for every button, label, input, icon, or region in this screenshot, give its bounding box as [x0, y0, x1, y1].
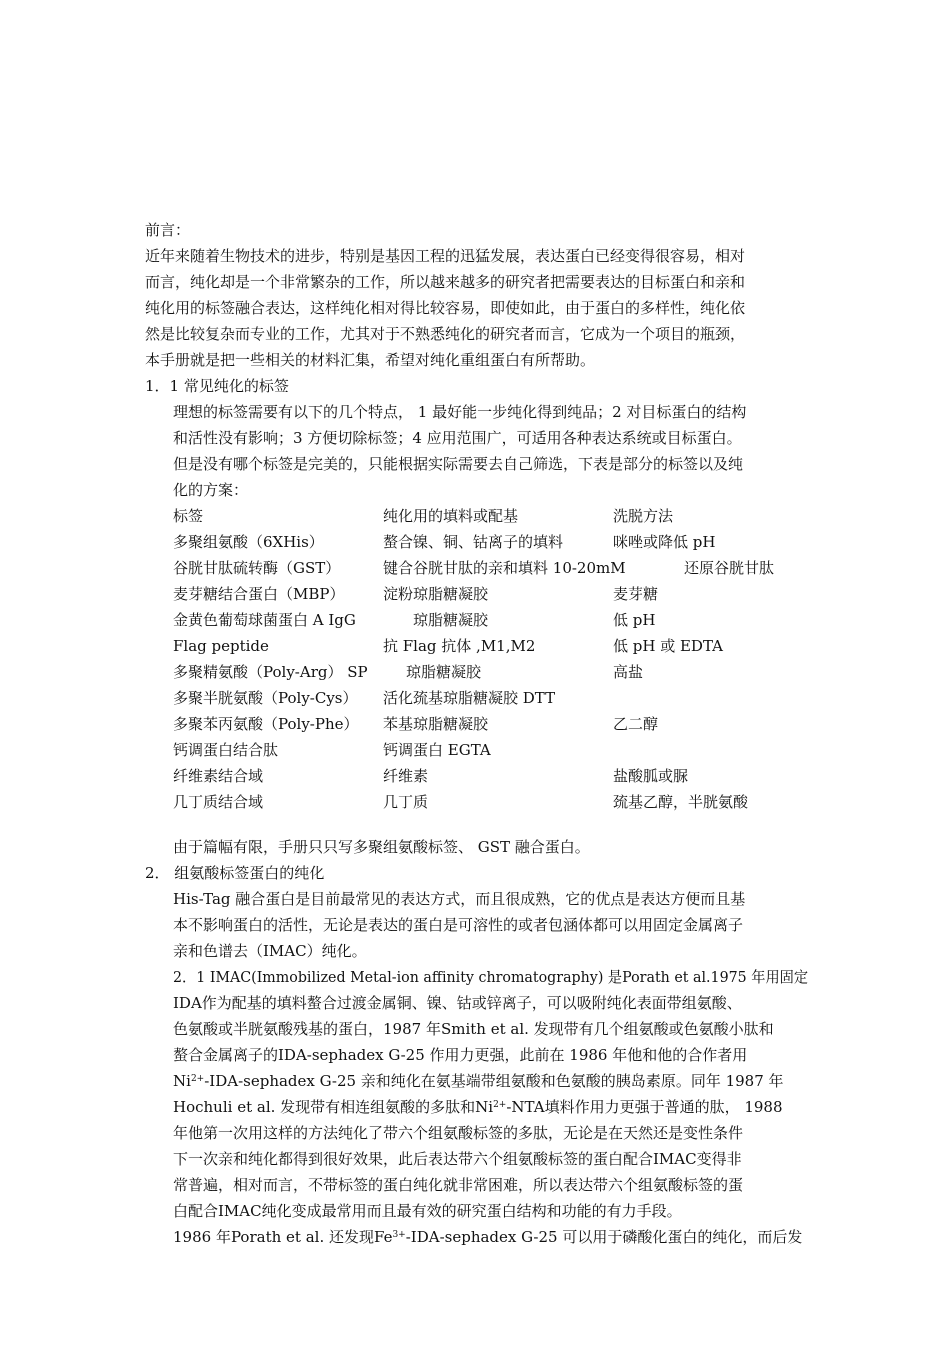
table-cell-elution: 咪唑或降低 pH [613, 533, 716, 551]
section-2-1-line: 2．1 IMAC(Immobilized Metal-ion affinity chromatography) 是Porath et al.1975 年用固定 [173, 968, 809, 986]
section-1-line: 化的方案： [173, 481, 249, 499]
section-2-1-line: 下一次亲和纯化都得到很好效果，此后表达带六个组氨酸标签的蛋白配合IMAC变得非 [173, 1150, 742, 1168]
table-cell-elution: 乙二醇 [613, 715, 659, 733]
section-1-line: 和活性没有影响；3 方便切除标签；4 应用范围广，可适用各种表达系统或目标蛋白。 [173, 429, 742, 447]
table-header-elution: 洗脱方法 [613, 507, 674, 525]
table-cell-elution: 盐酸胍或脲 [613, 767, 689, 785]
section-1-note: 由于篇幅有限，手册只只写多聚组氨酸标签、 GST 融合蛋白。 [173, 838, 590, 856]
table-header-resin: 纯化用的填料或配基 [383, 507, 519, 525]
section-2-1-line: 白配合IMAC纯化变成最常用而且最有效的研究蛋白结构和功能的有力手段。 [173, 1202, 682, 1220]
text-run: Hochuli et al. 发现带有相连组氨酸的多肽和Ni [173, 1098, 494, 1116]
superscript: 3+ [392, 1230, 406, 1240]
section-2-1-line: 螯合金属离子的IDA-sephadex G-25 作用力更强，此前在 1986 年他和他的合作者用 [173, 1046, 748, 1064]
section-1-heading: 1．1 常见纯化的标签 [145, 377, 289, 395]
table-cell-tag: Flag peptide [173, 637, 269, 655]
preface-line: 近年来随着生物技术的进步，特别是基因工程的迅猛发展，表达蛋白已经变得很容易，相对 [145, 247, 746, 265]
table-cell-tag: 多聚组氨酸（6XHis） [173, 533, 324, 551]
table-cell-resin: 活化巯基琼脂糖凝胶 DTT [383, 689, 556, 707]
preface-line: 本手册就是把一些相关的材料汇集，希望对纯化重组蛋白有所帮助。 [145, 351, 596, 369]
section-2-intro-line: 本不影响蛋白的活性，无论是表达的蛋白是可溶性的或者包涵体都可以用固定金属离子 [173, 916, 744, 934]
table-cell-elution: 高盐 [613, 663, 644, 681]
table-cell-elution: 还原谷胱甘肽 [684, 559, 775, 577]
preface-line: 然是比较复杂而专业的工作，尤其对于不熟悉纯化的研究者而言，它成为一个项目的瓶颈， [145, 325, 746, 343]
section-2-1-line [173, 1224, 802, 1250]
table-cell-resin: 淀粉琼脂糖凝胶 [383, 585, 489, 603]
section-2-intro-line: 亲和色谱去（IMAC）纯化。 [173, 942, 367, 960]
table-cell-resin: 苯基琼脂糖凝胶 [383, 715, 489, 733]
table-cell-resin: 纤维素 [383, 767, 429, 785]
table-cell-tag: 几丁质结合域 [173, 793, 264, 811]
table-cell-tag: 谷胱甘肽硫转酶（GST） [173, 559, 341, 577]
section-2-intro-line: His-Tag 融合蛋白是目前最常见的表达方式，而且很成熟，它的优点是表达方便而且基 [173, 890, 746, 908]
table-cell-resin: 钙调蛋白 EGTA [383, 741, 491, 759]
table-cell-elution: 巯基乙醇，半胱氨酸 [613, 793, 749, 811]
table-cell-tag: 多聚苯丙氨酸（Poly-Phe） [173, 715, 359, 733]
section-2-heading: 2． 组氨酸标签蛋白的纯化 [145, 864, 325, 882]
table-cell-tag: 麦芽糖结合蛋白（MBP） [173, 585, 345, 603]
section-2-1-line: 常普遍，相对而言，不带标签的蛋白纯化就非常困难，所以表达带六个组氨酸标签的蛋 [173, 1176, 744, 1194]
table-cell-tag: 钙调蛋白结合肽 [173, 741, 279, 759]
table-cell-resin: 琼脂糖凝胶 [406, 663, 482, 681]
section-1-line: 理想的标签需要有以下的几个特点， 1 最好能一步纯化得到纯品；2 对目标蛋白的结构 [173, 403, 747, 421]
table-cell-tag: 金黄色葡萄球菌蛋白 A IgG [173, 611, 356, 629]
superscript: 2+ [493, 1100, 507, 1110]
preface-line: 纯化用的标签融合表达，这样纯化相对得比较容易，即使如此，由于蛋白的多样性，纯化依 [145, 299, 746, 317]
table-cell-tag: 纤维素结合域 [173, 767, 264, 785]
section-2-1-line: 年他第一次用这样的方法纯化了带六个组氨酸标签的多肽，无论是在天然还是变性条件 [173, 1124, 744, 1142]
table-cell-resin: 琼脂糖凝胶 [413, 611, 489, 629]
preface-heading: 前言： [145, 221, 191, 239]
text-run: -IDA-sephadex G-25 可以用于磷酸化蛋白的纯化，而后发 [405, 1228, 803, 1246]
text-run: 1986 年Porath et al. 还发现Fe [173, 1228, 393, 1246]
table-cell-elution: 低 pH [613, 611, 656, 629]
table-cell-tag: 多聚精氨酸（Poly-Arg） SP [173, 663, 368, 681]
table-cell-elution: 低 pH 或 EDTA [613, 637, 723, 655]
table-header-tag: 标签 [173, 507, 204, 525]
section-1-line: 但是没有哪个标签是完美的，只能根据实际需要去自己筛选，下表是部分的标签以及纯 [173, 455, 744, 473]
table-cell-resin: 抗 Flag 抗体 ,M1,M2 [383, 637, 536, 655]
section-2-1-line: 色氨酸或半胱氨酸残基的蛋白，1987 年Smith et al. 发现带有几个组氨酸或色氨酸小肽和 [173, 1020, 774, 1038]
text-run: Ni [173, 1072, 191, 1090]
table-cell-resin: 键合谷胱甘肽的亲和填料 10-20mM [383, 559, 626, 577]
section-2-1-line [173, 1094, 783, 1120]
table-cell-resin: 几丁质 [383, 793, 429, 811]
preface-line: 而言，纯化却是一个非常繁杂的工作，所以越来越多的研究者把需要表达的目标蛋白和亲和 [145, 273, 746, 291]
table-cell-elution: 麦芽糖 [613, 585, 659, 603]
table-cell-resin: 螯合镍、铜、钴离子的填料 [383, 533, 564, 551]
section-2-1-line: IDA作为配基的填料螯合过渡金属铜、镍、钴或锌离子，可以吸附纯化表面带组氨酸、 [173, 994, 742, 1012]
text-run: -NTA填料作用力更强于普通的肽， 1988 [506, 1098, 783, 1116]
table-cell-tag: 多聚半胱氨酸（Poly-Cys） [173, 689, 358, 707]
superscript: 2+ [190, 1074, 205, 1084]
section-2-1-line [173, 1068, 784, 1094]
text-run: -IDA-sephadex G-25 亲和纯化在氨基端带组氨酸和色氨酸的胰岛素原。同年 1987 年 [204, 1072, 784, 1090]
